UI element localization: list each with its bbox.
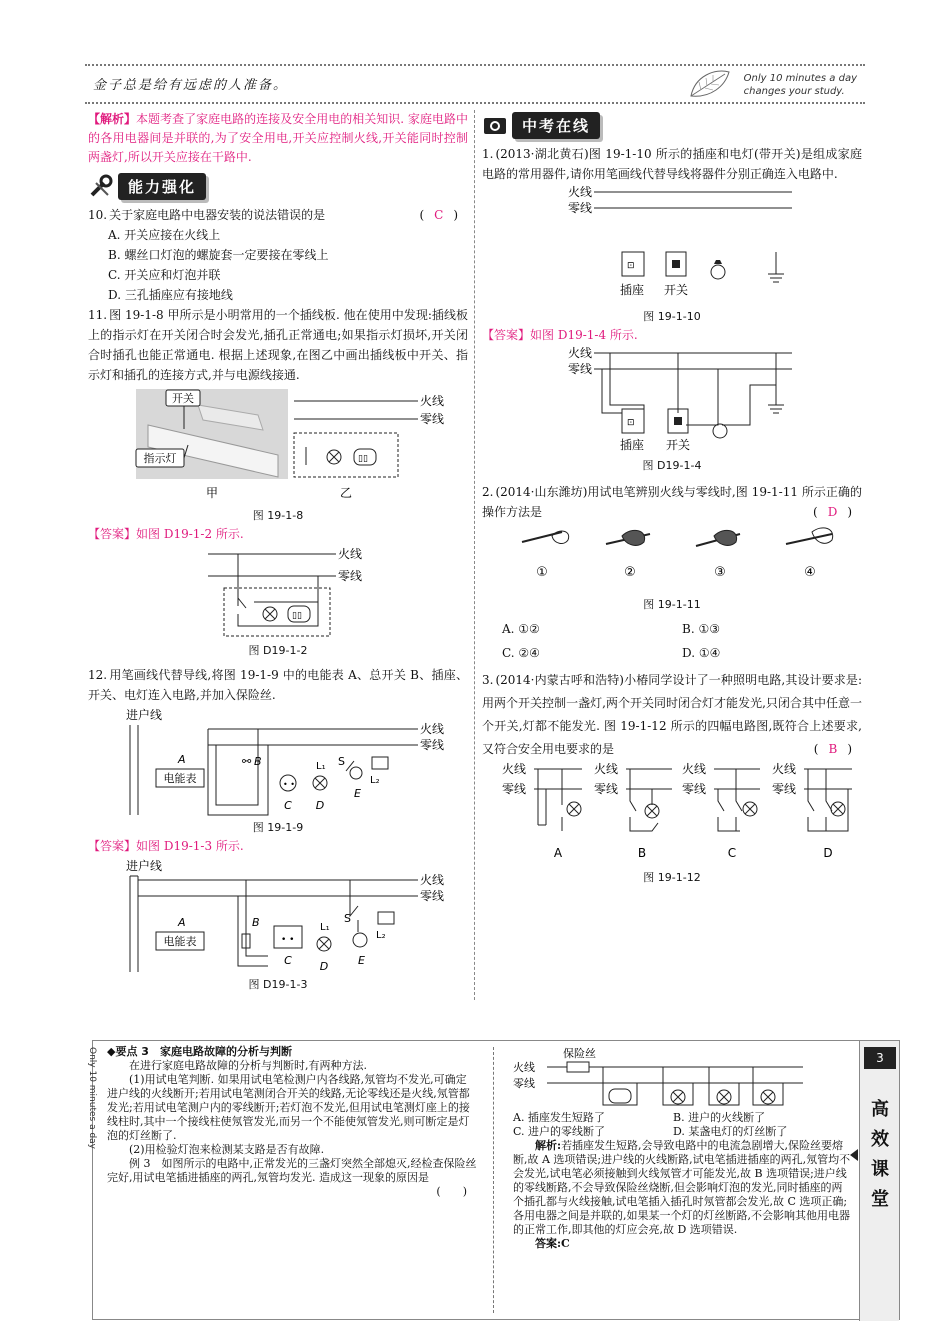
bottom-divider bbox=[493, 1047, 494, 1313]
r3-number: 3. bbox=[482, 673, 494, 687]
r1-number: 1. bbox=[482, 147, 494, 161]
tab-char-2: 效 bbox=[871, 1129, 889, 1150]
point-p2: (1)用试电笔判断. 如果用试电笔检测户内各线路,氖管均不发光,可确定进户线的火线断开;若用试电笔测闭合开关的线路,无论零线还是火线,氖管都发光;若用试电笔测户内的零线断开;若灯泡不发光,但用试电笔测灯座上的接线柱时,其中一个接线柱使氖管发光,而另一个不能使氖管发光,则可断定是灯泡的灯丝断了. bbox=[107, 1073, 470, 1142]
circuit-panel-b bbox=[594, 761, 672, 860]
header-motto: 金子总是给有远虑的人准备。 bbox=[93, 78, 289, 93]
q10-option-c: C. 开关应和灯泡并联 bbox=[108, 268, 221, 282]
label-L2: L₂ bbox=[370, 775, 380, 786]
label-meter: 电能表 bbox=[163, 772, 197, 785]
caption-19-1-9: 图 19-1-9 bbox=[252, 821, 304, 834]
figure-D19-1-4 bbox=[482, 345, 862, 455]
r2-answer: D bbox=[827, 505, 838, 519]
q12-stem: 用笔画线代替导线,将图 19-1-9 中的电能表 A、总开关 B、插座、开关、电灯连入电路,并加入保险丝. bbox=[88, 668, 468, 702]
q11-answer-tag: 【答案】 bbox=[88, 527, 137, 541]
fuse-symbol bbox=[567, 1062, 589, 1072]
caption-D19-1-2: 图 D19-1-2 bbox=[248, 644, 308, 657]
tab-arrow-icon bbox=[850, 1149, 858, 1161]
bottom-side-english: Only 10 minutes a day bbox=[87, 1047, 97, 1150]
ground-symbol bbox=[768, 252, 784, 282]
tab-title bbox=[868, 1095, 892, 1215]
r3-answer: B bbox=[828, 742, 838, 756]
r2-number: 2. bbox=[482, 485, 494, 499]
label-socket: 插座 bbox=[619, 283, 645, 297]
indicator-lamp-cross bbox=[329, 452, 339, 462]
circuit-panel-c bbox=[682, 761, 760, 860]
example-options-row2 bbox=[513, 1125, 853, 1139]
socket-holes: ▯▯ bbox=[292, 611, 302, 621]
bottom-tip-box bbox=[87, 1040, 900, 1320]
label-C: C bbox=[284, 954, 292, 967]
lamp-holder-L2 bbox=[372, 757, 388, 769]
figure-19-1-10 bbox=[482, 184, 862, 306]
mains-wires bbox=[138, 880, 418, 896]
tools-icon bbox=[88, 173, 114, 199]
panel-label-c: C bbox=[727, 846, 737, 860]
r1-answer-text: 如图 D19-1-4 所示. bbox=[530, 328, 638, 342]
label-live: 火线 bbox=[568, 346, 593, 360]
q10-answer-bracket: ( C ) bbox=[419, 208, 458, 222]
label-B: B bbox=[254, 755, 262, 768]
figure-19-1-9 bbox=[88, 705, 468, 817]
example-option-a: A. 插座发生短路了 bbox=[513, 1111, 605, 1124]
tester-hand-3 bbox=[696, 530, 740, 546]
label-A: A bbox=[178, 916, 186, 929]
bulb-E bbox=[350, 767, 362, 779]
mark-2: ② bbox=[624, 565, 636, 580]
r2-answer-bracket: ( D ) bbox=[813, 505, 852, 519]
example-analysis bbox=[513, 1139, 853, 1237]
left-column bbox=[88, 110, 468, 993]
example-option-d: D. 某盏电灯的灯丝断了 bbox=[673, 1125, 788, 1138]
neutral-label: 零线 bbox=[513, 1077, 535, 1090]
meter-loop bbox=[208, 729, 268, 815]
label-live-d: 火线 bbox=[772, 762, 797, 776]
example-bracket: ( ) bbox=[436, 1185, 467, 1198]
label-live: 火线 bbox=[420, 394, 445, 408]
label-C: C bbox=[284, 799, 292, 812]
q12-answer-tag: 【答案】 bbox=[88, 839, 137, 853]
section-title-exam: 中考在线 bbox=[512, 112, 600, 139]
panel-label-d: D bbox=[823, 846, 833, 860]
r1-answer bbox=[482, 325, 862, 345]
q11-answer-text: 如图 D19-1-2 所示. bbox=[136, 527, 244, 541]
section-banner-ability bbox=[88, 171, 206, 201]
strip-box bbox=[294, 433, 398, 477]
question-r2 bbox=[482, 482, 862, 522]
label-neutral: 零线 bbox=[568, 201, 593, 215]
point-p1: 在进行家庭电路故障的分析与判断时,有两种方法. bbox=[129, 1059, 367, 1072]
label-S: S bbox=[344, 912, 351, 925]
label-live-b: 火线 bbox=[594, 762, 619, 776]
q10-number: 10. bbox=[88, 208, 108, 222]
q10-option-d: D. 三孔插座应有接地线 bbox=[108, 288, 233, 302]
live-label: 火线 bbox=[513, 1061, 535, 1074]
label-inlet: 进户线 bbox=[126, 859, 163, 873]
r2-options-row1 bbox=[482, 619, 862, 639]
label-live: 火线 bbox=[338, 547, 363, 561]
label-neutral: 零线 bbox=[420, 738, 445, 752]
label-switch: 开关 bbox=[665, 438, 691, 452]
question-r1 bbox=[482, 144, 862, 184]
label-neutral: 零线 bbox=[568, 362, 593, 376]
lamp-holder-L2 bbox=[378, 912, 394, 924]
tab-char-1: 高 bbox=[871, 1099, 889, 1120]
question-10 bbox=[88, 205, 468, 225]
figure-19-1-11 bbox=[482, 522, 862, 588]
mark-3: ③ bbox=[714, 565, 726, 580]
label-jia: 甲 bbox=[205, 486, 219, 500]
column-divider bbox=[474, 110, 475, 1000]
socket-holes: ▯▯ bbox=[358, 454, 368, 464]
tester-hand-2 bbox=[606, 530, 650, 545]
example-text: 例 3 如图所示的电路中,正常发光的三盏灯突然全部熄灭,经检查保险丝完好,用试电笔插进插座的两孔,氖管均发光. 造成这一现象的原因是 bbox=[107, 1157, 477, 1184]
mark-1: ① bbox=[536, 565, 548, 580]
q10-stem: 关于家庭电路中电器安装的说法错误的是 bbox=[109, 208, 326, 222]
label-S: S bbox=[338, 755, 345, 768]
lamp-L1-cross bbox=[315, 778, 325, 788]
question-r3 bbox=[482, 669, 862, 761]
mains-wires bbox=[208, 729, 418, 745]
analysis-text: 本题考查了家庭电路的连接及安全用电的相关知识. 家庭电路中的各用电器间是并联的,为了安全用电,开关应控制火线,开关能同时控制两盏灯,所以开关应接在干路中. bbox=[88, 112, 468, 164]
label-live: 火线 bbox=[420, 873, 445, 887]
r2-option-c: C. ②④ bbox=[502, 646, 540, 660]
label-inlet: 进户线 bbox=[126, 708, 163, 722]
label-switch: 开关 bbox=[663, 283, 689, 297]
r3-stem: (2014·内蒙古呼和浩特)小椿同学设计了一种照明电路,其设计要求是:用两个开关控制一盏灯,两个开关同时闭合灯才能发光,只闭合其中任意一个开关,灯都不能发光. 图 19-1-12 所示的四幅电路图,既符合上述要求,又符合安全用电要求的是 bbox=[482, 673, 862, 756]
figure-19-1-8 bbox=[88, 385, 468, 505]
label-live-c: 火线 bbox=[682, 762, 707, 776]
label-E: E bbox=[354, 787, 361, 800]
mark-4: ④ bbox=[804, 565, 816, 580]
r2-option-b: B. ①③ bbox=[682, 622, 720, 636]
switch-rocker bbox=[674, 417, 682, 425]
r2-options-row2 bbox=[482, 643, 862, 663]
lamp-L1-cross bbox=[319, 939, 329, 949]
socket-holes: ⊡ bbox=[627, 261, 635, 271]
panel-label-b: B bbox=[637, 846, 647, 860]
r2-option-a: A. ①② bbox=[502, 622, 540, 636]
caption-D19-1-4: 图 D19-1-4 bbox=[642, 459, 702, 472]
figure-D19-1-3 bbox=[88, 856, 468, 974]
label-live-a: 火线 bbox=[502, 762, 527, 776]
example-option-b: B. 进户的火线断了 bbox=[673, 1111, 766, 1124]
caption-D19-1-3: 图 D19-1-3 bbox=[248, 978, 308, 991]
q11-stem: 图 19-1-8 甲所示是小明常用的一个插线板. 他在使用中发现:插线板上的指示灯在开关闭合时会发光,插孔正常通电;如果指示灯损坏,开关闭合时插孔也能正常通电. 根据上述现象,在图乙中画出插线板中开关、指示灯和插孔的连接方式,并与电源线接通. bbox=[88, 308, 468, 382]
header-english bbox=[744, 72, 857, 98]
fuse-label: 保险丝 bbox=[563, 1047, 596, 1060]
socket-C-holes: • • bbox=[281, 935, 295, 945]
switch-S-symbol bbox=[350, 880, 358, 932]
analysis-tag: 解析: bbox=[535, 1139, 562, 1152]
q12-answer-text: 如图 D19-1-3 所示. bbox=[136, 839, 244, 853]
inlet-wires bbox=[130, 876, 138, 972]
section-title-ability: 能力强化 bbox=[118, 173, 206, 200]
page-header bbox=[85, 64, 865, 106]
label-D: D bbox=[319, 960, 329, 973]
right-column bbox=[482, 110, 862, 886]
bulb bbox=[713, 424, 727, 438]
caption-19-1-11: 图 19-1-11 bbox=[643, 598, 701, 611]
bulb-base bbox=[714, 260, 722, 264]
label-D: D bbox=[315, 799, 325, 812]
indicator-lamp-cross bbox=[265, 609, 275, 619]
q10-answer: C bbox=[434, 208, 444, 222]
bottom-left-text bbox=[107, 1045, 477, 1199]
label-live: 火线 bbox=[568, 185, 593, 199]
label-B: B bbox=[252, 916, 260, 929]
header-english-line1: Only 10 minutes a day bbox=[743, 73, 857, 84]
page-number: 3 bbox=[864, 1047, 896, 1069]
leaf-icon bbox=[685, 66, 735, 102]
label-A: A bbox=[178, 753, 186, 766]
section-banner-exam bbox=[482, 110, 600, 140]
label-neutral: 零线 bbox=[338, 569, 363, 583]
question-11 bbox=[88, 305, 468, 385]
label-L2: L₂ bbox=[376, 930, 386, 941]
header-english-line2: changes your study. bbox=[743, 86, 845, 97]
circuit-panel-a bbox=[502, 761, 582, 860]
r3-answer-bracket: ( B ) bbox=[813, 742, 852, 756]
q10-option-a: A. 开关应接在火线上 bbox=[108, 228, 221, 242]
q10-option-b: B. 螺丝口灯泡的螺旋套一定要接在零线上 bbox=[108, 248, 329, 262]
circuit-panel-d bbox=[772, 761, 852, 860]
socket-symbol bbox=[609, 1089, 631, 1103]
label-indicator: 指示灯 bbox=[143, 452, 177, 465]
example-options-row1 bbox=[513, 1111, 853, 1125]
tab-char-3: 课 bbox=[871, 1159, 889, 1180]
tab-char-4: 堂 bbox=[871, 1189, 889, 1210]
example-3 bbox=[107, 1157, 477, 1198]
label-yi: 乙 bbox=[339, 486, 353, 500]
bulb bbox=[711, 265, 725, 279]
label-live: 火线 bbox=[420, 722, 445, 736]
label-neutral-c: 零线 bbox=[682, 782, 707, 796]
label-meter: 电能表 bbox=[163, 935, 197, 948]
r2-option-d: D. ①④ bbox=[682, 646, 721, 660]
side-tab bbox=[859, 1041, 899, 1321]
answer-wiring bbox=[602, 353, 776, 425]
label-neutral-d: 零线 bbox=[772, 782, 797, 796]
figure-D19-1-2 bbox=[88, 544, 468, 640]
caption-19-1-8: 图 19-1-8 bbox=[252, 509, 304, 522]
example-answer: 答案:C bbox=[535, 1237, 570, 1250]
label-socket: 插座 bbox=[619, 438, 645, 452]
q12-answer bbox=[88, 836, 468, 856]
label-neutral: 零线 bbox=[420, 889, 445, 903]
bottom-right-text bbox=[513, 1045, 853, 1251]
socket-C-holes: • • bbox=[283, 780, 295, 789]
figure-19-1-12 bbox=[482, 761, 862, 867]
switch-S-symbol bbox=[346, 761, 354, 771]
label-switch: 开关 bbox=[172, 392, 194, 405]
caption-19-1-12: 图 19-1-12 bbox=[643, 871, 701, 884]
label-L1: L₁ bbox=[320, 922, 330, 933]
q11-number: 11. bbox=[88, 308, 108, 322]
analysis-block bbox=[88, 110, 468, 167]
ground-symbol bbox=[768, 353, 784, 413]
question-12 bbox=[88, 665, 468, 705]
caption-19-1-10: 图 19-1-10 bbox=[643, 310, 701, 323]
label-L1: L₁ bbox=[316, 761, 326, 772]
analysis-text: 若插座发生短路,会导致电路中的电流急剧增大,保险丝要熔断,故 A 选项错误;进户线的火线断路,试电笔插进插座的两孔,氖管均不会发光,试电笔必须接触到火线氖管才可能发光,故 B 选项错误;进户线的零线断路,不会导致保险丝烧断,但会影响灯泡的发光,同时插座的两个插孔都与火线接触,试电笔插入插孔时氖管都会发光,故 C 选项正确;各用电器之间是并联的,如果某一个灯的灯丝断路,不会影响其他用电器的正常工作,即其他的灯应会亮,故 D 选项错误. bbox=[513, 1139, 851, 1236]
bulb-E bbox=[353, 933, 367, 947]
r2-stem: (2014·山东潍坊)用试电笔辨别火线与零线时,图 19-1-11 所示正确的操作方法是 bbox=[482, 485, 862, 519]
camera-icon bbox=[482, 112, 508, 138]
tester-hand-4 bbox=[786, 528, 833, 544]
example-option-c: C. 进户的零线断了 bbox=[513, 1125, 606, 1138]
label-neutral-b: 零线 bbox=[594, 782, 619, 796]
label-neutral: 零线 bbox=[420, 412, 445, 426]
socket-holes: ⊡ bbox=[627, 418, 635, 428]
inlet-wires bbox=[130, 725, 138, 815]
analysis-tag: 【解析】 bbox=[88, 112, 137, 126]
panel-label-a: A bbox=[553, 846, 563, 860]
answer-wiring bbox=[238, 554, 318, 626]
r1-stem: (2013·湖北黄石)图 19-1-10 所示的插座和电灯(带开关)是组成家庭电路的常用器件,请你用笔画线代替导线将器件分别正确连入电路中. bbox=[482, 147, 862, 181]
switch-B-symbol: ⚯ bbox=[242, 755, 252, 768]
label-E: E bbox=[358, 954, 365, 967]
point-title: ◆要点 3 家庭电路故障的分析与判断 bbox=[107, 1045, 292, 1058]
q11-answer bbox=[88, 524, 468, 544]
q12-number: 12. bbox=[88, 668, 108, 682]
point-p3: (2)用检验灯泡来检测某支路是否有故障. bbox=[129, 1143, 325, 1156]
r1-answer-tag: 【答案】 bbox=[482, 328, 531, 342]
tester-hand-1 bbox=[522, 531, 569, 543]
switch-rocker bbox=[672, 260, 680, 268]
fuse-circuit-figure bbox=[513, 1045, 813, 1107]
label-neutral-a: 零线 bbox=[502, 782, 527, 796]
